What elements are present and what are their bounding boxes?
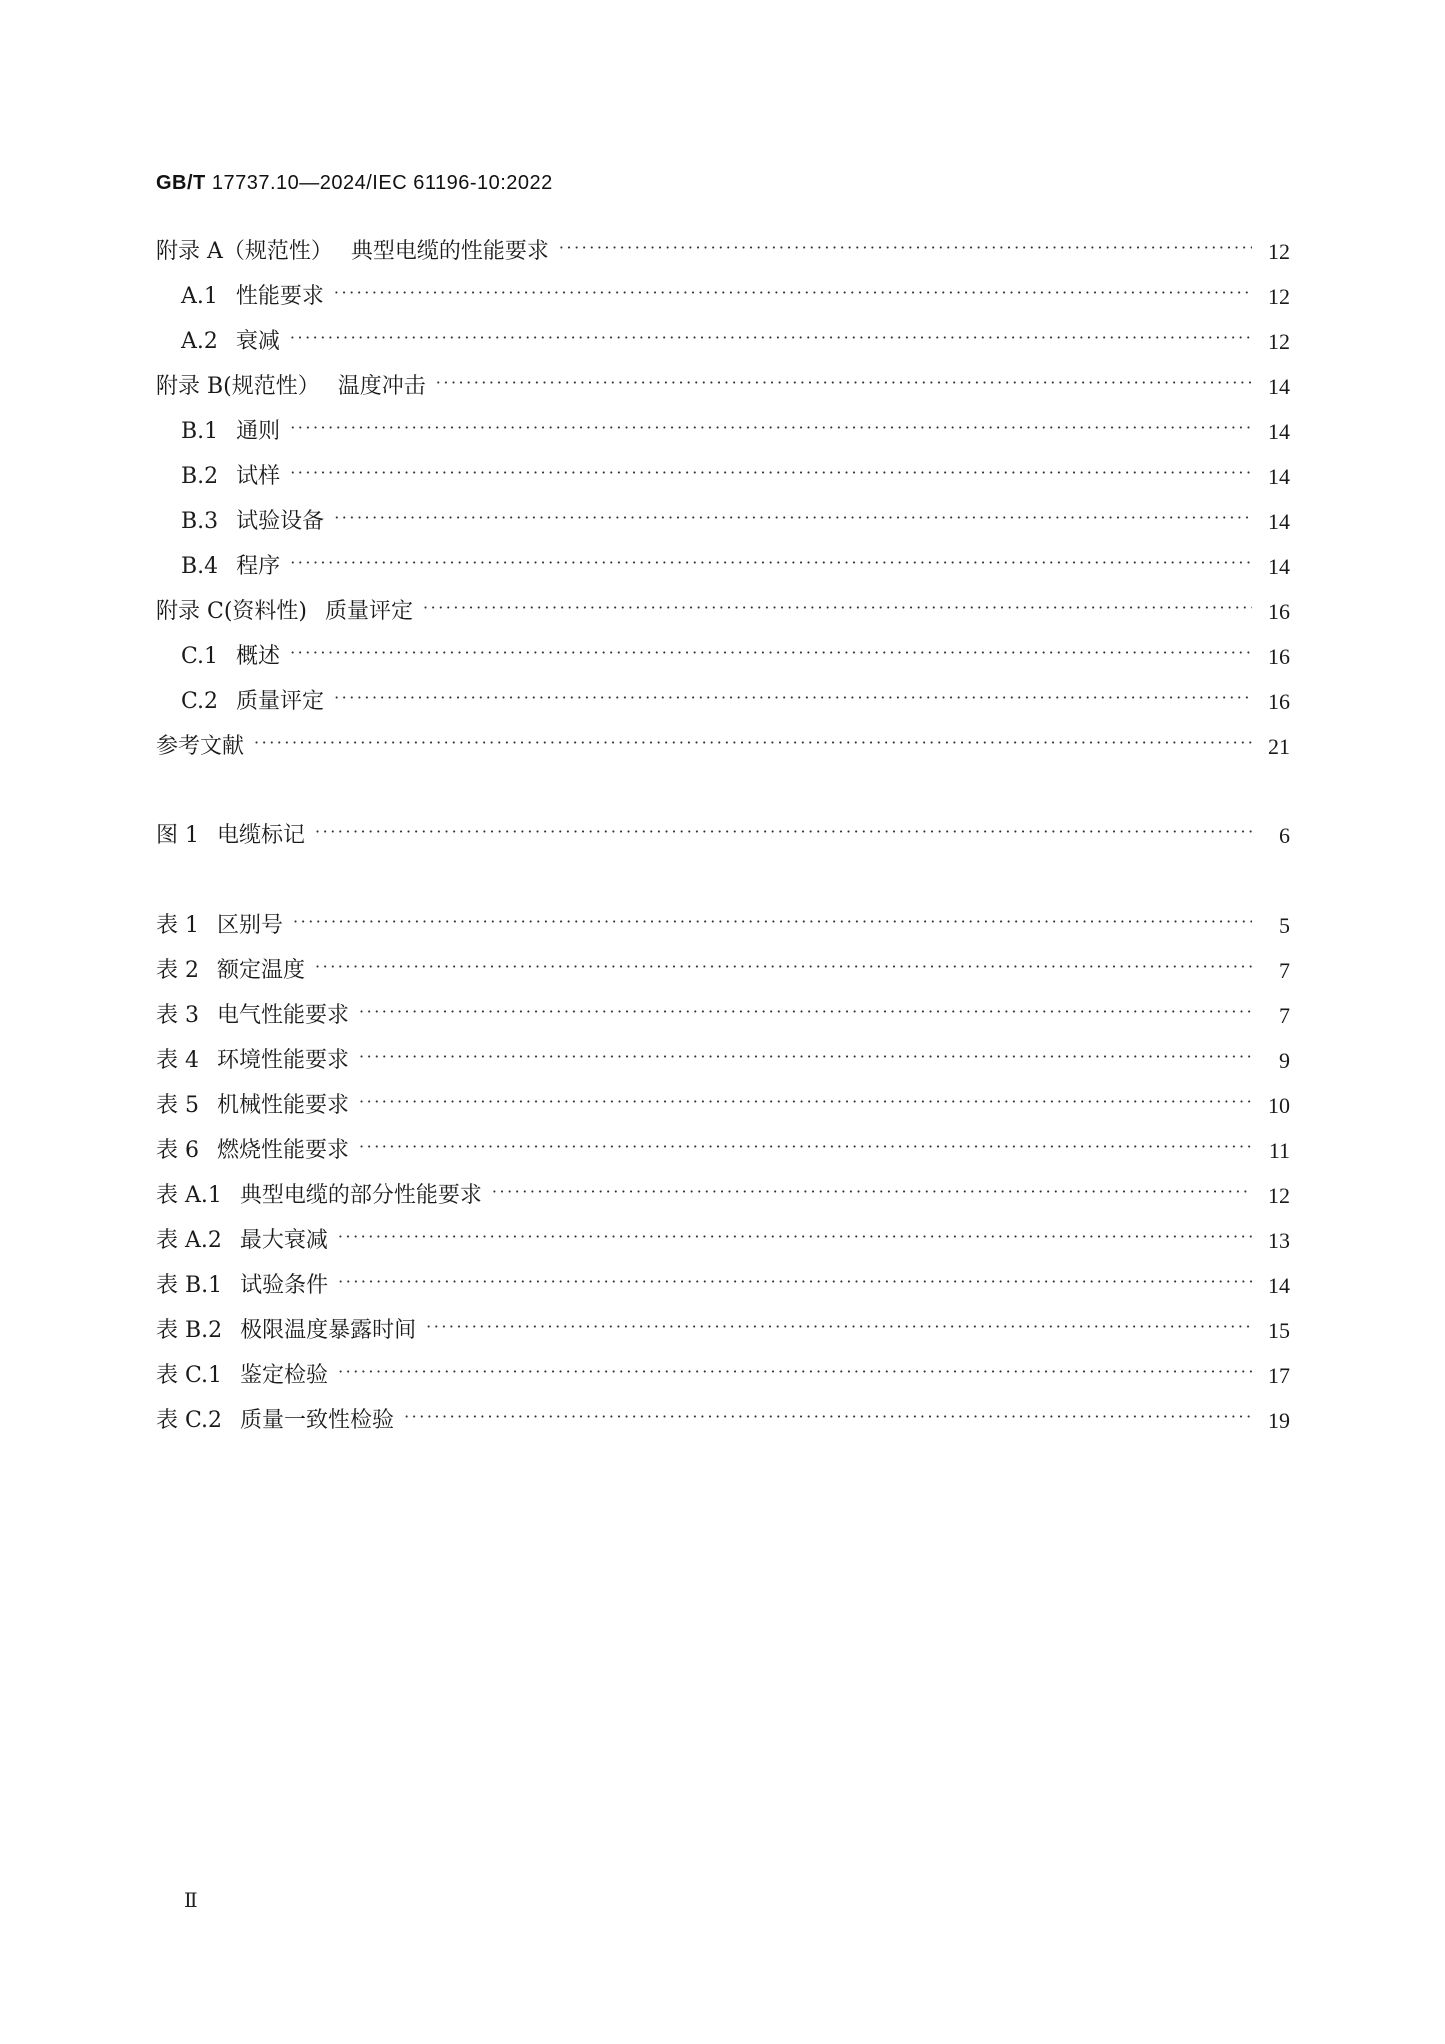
toc-entry-table-4[interactable] [156, 1045, 1290, 1077]
toc-entry-table-a1[interactable] [156, 1180, 1290, 1212]
dot-leader [315, 820, 1252, 852]
toc-entry-page: 12 [1268, 239, 1290, 264]
toc-entry-title: 极限温度暴露时间 [240, 1318, 417, 1343]
toc-entry-title: 程序 [236, 554, 281, 579]
toc-entry-title: 最大衰减 [239, 1228, 328, 1253]
toc-entry-page: 19 [1268, 1408, 1290, 1433]
toc-entry-c2[interactable] [181, 686, 1290, 718]
toc-entry-table-3[interactable] [156, 1000, 1290, 1032]
dot-leader [290, 641, 1252, 673]
toc-entry-table-b1[interactable] [156, 1270, 1290, 1302]
dot-leader [338, 1270, 1252, 1302]
toc-entry-title: 衰减 [235, 329, 280, 354]
toc-entry-annex-c[interactable] [156, 596, 1290, 628]
dot-leader [315, 955, 1252, 987]
toc-entry-number: B.1 [181, 419, 219, 444]
toc-entry-number: 附录 A（规范性） [156, 239, 333, 264]
toc-entry-table-2[interactable] [156, 955, 1290, 987]
toc-entry-page: 6 [1279, 823, 1290, 848]
toc-entry-title: 额定温度 [217, 958, 306, 983]
toc-entry-b2[interactable] [181, 461, 1290, 493]
toc-entry-title: 试验设备 [236, 509, 325, 534]
toc-entry-figure-1[interactable] [156, 820, 1290, 852]
toc-entry-page: 21 [1268, 734, 1290, 759]
toc-entry-title: 温度冲击 [337, 374, 426, 399]
dot-leader [436, 371, 1252, 403]
dot-leader [293, 910, 1252, 942]
toc-entry-number: 附录 C(资料性) [156, 599, 307, 624]
toc-entry-page: 14 [1268, 374, 1290, 399]
toc-entry-table-b2[interactable] [156, 1315, 1290, 1347]
toc-entry-page: 15 [1268, 1318, 1290, 1343]
toc-entry-table-1[interactable] [156, 910, 1290, 942]
toc-entry-number: B.2 [181, 464, 219, 489]
toc-entry-b4[interactable] [181, 551, 1290, 583]
dot-leader [290, 551, 1252, 583]
toc-entry-number: 表 C.1 [156, 1363, 223, 1388]
toc-entry-number: 表 A.1 [156, 1183, 222, 1208]
dot-leader [334, 281, 1252, 313]
toc-entry-title: 电缆标记 [217, 823, 306, 848]
toc-entry-page: 14 [1268, 419, 1290, 444]
toc-entry-number: A.1 [181, 284, 218, 309]
toc-entry-number: 表 6 [156, 1138, 199, 1163]
document-header [156, 172, 553, 195]
toc-entry-table-c1[interactable] [156, 1360, 1290, 1392]
toc-entry-number: 表 A.2 [156, 1228, 222, 1253]
toc-entry-number: C.1 [181, 644, 219, 669]
standard-number: 17737.10—2024/IEC 61196-10:2022 [205, 172, 553, 194]
dot-leader [359, 1090, 1252, 1122]
dot-leader [559, 236, 1252, 268]
toc-entry-page: 12 [1268, 284, 1290, 309]
toc-entry-a1[interactable] [181, 281, 1290, 313]
toc-entry-number: 表 1 [156, 913, 199, 938]
toc-entry-page: 10 [1268, 1093, 1290, 1118]
toc-entry-page: 16 [1268, 599, 1290, 624]
toc-entry-title: 机械性能要求 [217, 1093, 350, 1118]
toc-entry-title: 参考文献 [156, 734, 245, 759]
toc-entry-number: 表 B.1 [156, 1273, 223, 1298]
dot-leader [423, 596, 1252, 628]
toc-entry-number: B.4 [181, 554, 219, 579]
toc-entry-table-c2[interactable] [156, 1405, 1290, 1437]
toc-entry-page: 14 [1268, 464, 1290, 489]
toc-entry-number: B.3 [181, 509, 219, 534]
toc-entry-page: 16 [1268, 689, 1290, 714]
toc-entry-title: 质量一致性检验 [240, 1408, 395, 1433]
toc-entry-page: 12 [1268, 1183, 1290, 1208]
toc-entry-title: 通则 [236, 419, 281, 444]
toc-entry-annex-a[interactable] [156, 236, 1290, 268]
toc-entry-title: 典型电缆的部分性能要求 [239, 1183, 482, 1208]
toc-entry-title: 环境性能要求 [217, 1048, 350, 1073]
page-number: Ⅱ [184, 1890, 198, 1912]
dot-leader [404, 1405, 1252, 1437]
toc-entry-b3[interactable] [181, 506, 1290, 538]
toc-entry-page: 17 [1268, 1363, 1290, 1388]
toc-entry-title: 质量评定 [236, 689, 325, 714]
dot-leader [359, 1000, 1252, 1032]
dot-leader [290, 461, 1252, 493]
dot-leader [492, 1180, 1252, 1212]
toc-entry-title: 性能要求 [235, 284, 324, 309]
toc-entry-title: 试验条件 [240, 1273, 329, 1298]
toc-entry-table-a2[interactable] [156, 1225, 1290, 1257]
dot-leader [290, 326, 1252, 358]
toc-entry-page: 14 [1268, 554, 1290, 579]
toc-entry-table-6[interactable] [156, 1135, 1290, 1167]
toc-entry-page: 14 [1268, 509, 1290, 534]
toc-entry-table-5[interactable] [156, 1090, 1290, 1122]
toc-entry-title: 质量评定 [325, 599, 414, 624]
toc-entry-title: 电气性能要求 [217, 1003, 350, 1028]
standard-prefix: GB/T [156, 172, 206, 194]
toc-entry-page: 7 [1279, 958, 1290, 983]
toc-entry-c1[interactable] [181, 641, 1290, 673]
toc-entry-page: 12 [1268, 329, 1290, 354]
dot-leader [359, 1135, 1252, 1167]
toc-entry-number: C.2 [181, 689, 219, 714]
toc-entry-page: 5 [1279, 913, 1290, 938]
toc-entry-number: A.2 [181, 329, 218, 354]
toc-entry-page: 13 [1268, 1228, 1290, 1253]
dot-leader [290, 416, 1252, 448]
toc-entry-page: 14 [1268, 1273, 1290, 1298]
toc-entry-title: 燃烧性能要求 [217, 1138, 350, 1163]
dot-leader [254, 731, 1252, 763]
toc-entry-number: 表 C.2 [156, 1408, 223, 1433]
toc-entry-b1[interactable] [181, 416, 1290, 448]
toc-entry-bibliography[interactable] [156, 731, 1290, 763]
toc-entry-annex-b[interactable] [156, 371, 1290, 403]
dot-leader [359, 1045, 1252, 1077]
toc-entry-title: 典型电缆的性能要求 [350, 239, 549, 264]
dot-leader [338, 1225, 1252, 1257]
toc-entry-page: 9 [1279, 1048, 1290, 1073]
dot-leader [338, 1360, 1252, 1392]
dot-leader [426, 1315, 1252, 1347]
toc-entry-title: 概述 [236, 644, 281, 669]
toc-entry-title: 区别号 [217, 913, 284, 938]
toc-entry-page: 11 [1268, 1138, 1290, 1163]
toc-entry-number: 表 3 [156, 1003, 199, 1028]
toc-entry-a2[interactable] [181, 326, 1290, 358]
dot-leader [334, 686, 1252, 718]
toc-entry-number: 图 1 [156, 823, 199, 848]
toc-entry-title: 试样 [236, 464, 281, 489]
toc-entry-number: 表 2 [156, 958, 199, 983]
dot-leader [334, 506, 1252, 538]
toc-entry-number: 表 B.2 [156, 1318, 223, 1343]
toc-entry-page: 7 [1279, 1003, 1290, 1028]
toc-entry-number: 表 5 [156, 1093, 199, 1118]
toc-entry-number: 表 4 [156, 1048, 199, 1073]
toc-entry-title: 鉴定检验 [240, 1363, 329, 1388]
toc-entry-page: 16 [1268, 644, 1290, 669]
toc-entry-number: 附录 B(规范性） [156, 374, 320, 399]
